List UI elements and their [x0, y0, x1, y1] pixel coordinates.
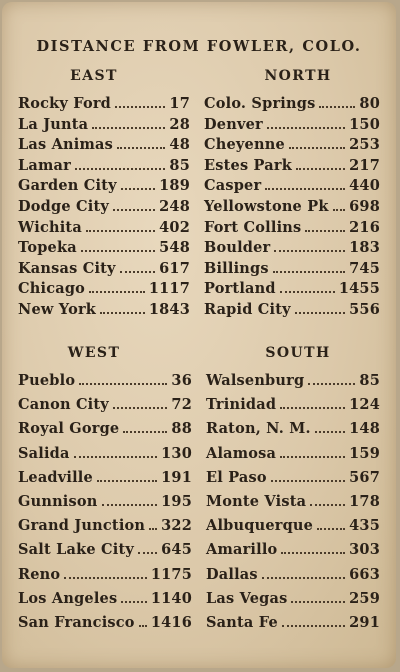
distance-row: [206, 445, 380, 469]
distance-row: [206, 396, 380, 420]
dot-leader: [86, 230, 155, 232]
distance-row: [18, 219, 190, 240]
distance-row: [204, 219, 380, 240]
destination-name: La Junta: [18, 115, 89, 133]
distance-value: 195: [161, 492, 192, 510]
distance-value: 130: [161, 444, 192, 462]
card-title: DISTANCE FROM FOWLER, COLO.: [36, 38, 362, 55]
dot-leader: [113, 407, 167, 409]
destination-name: Leadville: [18, 468, 93, 486]
destination-name: Casper: [204, 177, 262, 195]
dot-leader: [308, 383, 355, 385]
distance-row: [206, 372, 380, 396]
distance-value: 216: [349, 218, 380, 236]
distance-value: 150: [349, 115, 380, 133]
distance-value: 178: [349, 492, 380, 510]
distance-row: [18, 614, 192, 638]
distance-value: 1416: [150, 613, 192, 631]
dot-leader: [81, 250, 155, 252]
dot-leader: [115, 106, 165, 108]
distance-value: 17: [169, 95, 190, 112]
distance-value: 440: [349, 177, 380, 195]
west-list: [18, 372, 192, 638]
distance-value: 663: [349, 565, 380, 583]
dot-leader: [274, 250, 345, 252]
dot-leader: [113, 209, 155, 211]
dot-leader: [289, 147, 345, 149]
distance-row: [18, 590, 192, 614]
distance-value: 1140: [150, 589, 192, 607]
destination-name: Garden City: [18, 177, 117, 195]
distance-row: [204, 239, 380, 260]
distance-row: [18, 301, 190, 322]
destination-name: Salida: [18, 444, 70, 462]
destination-name: Denver: [204, 115, 263, 133]
destination-name: Topeka: [18, 239, 77, 257]
distance-row: [18, 420, 192, 444]
destination-name: Billings: [204, 259, 269, 277]
distance-value: 303: [349, 541, 380, 559]
south-heading: SOUTH: [265, 345, 331, 361]
destination-name: Trinidad: [206, 396, 277, 414]
distance-card: [2, 2, 396, 668]
destination-name: Las Vegas: [206, 589, 288, 607]
dot-leader: [282, 625, 345, 627]
destination-name: Yellowstone Pk: [204, 197, 329, 215]
dot-leader: [305, 230, 345, 232]
distance-value: 745: [349, 259, 380, 277]
distance-value: 1117: [148, 280, 190, 298]
distance-row: [18, 396, 192, 420]
dot-leader: [120, 271, 155, 273]
dot-leader: [100, 312, 145, 314]
distance-value: 556: [349, 300, 380, 318]
destination-name: Amarillo: [206, 541, 278, 559]
dot-leader: [149, 528, 157, 530]
dot-leader: [317, 528, 345, 530]
distance-value: 183: [349, 239, 380, 257]
destination-name: Royal Gorge: [18, 420, 120, 438]
south-list: [206, 372, 380, 638]
distance-value: 189: [159, 177, 190, 195]
distance-row: [206, 541, 380, 565]
dot-leader: [296, 168, 345, 170]
distance-value: 402: [159, 218, 190, 236]
dot-leader: [265, 188, 345, 190]
destination-name: Kansas City: [18, 259, 116, 277]
dot-leader: [291, 601, 345, 603]
destination-name: Lamar: [18, 156, 71, 174]
destination-name: Rocky Ford: [18, 95, 112, 112]
distance-row: [18, 566, 192, 590]
dot-leader: [262, 577, 345, 579]
distance-value: 36: [171, 372, 192, 389]
dot-leader: [138, 552, 157, 554]
distance-value: 259: [349, 589, 380, 607]
distance-row: [18, 239, 190, 260]
dot-leader: [333, 209, 346, 211]
distance-row: [204, 280, 380, 301]
distance-value: 85: [359, 372, 380, 389]
distance-value: 253: [349, 136, 380, 154]
destination-name: Reno: [18, 565, 61, 583]
distance-row: [18, 517, 192, 541]
destination-name: Estes Park: [204, 156, 292, 174]
distance-value: 1175: [150, 565, 192, 583]
dot-leader: [295, 312, 345, 314]
distance-value: 248: [159, 197, 190, 215]
dot-leader: [123, 431, 167, 433]
distance-value: 80: [359, 95, 380, 112]
distance-value: 291: [349, 613, 380, 631]
dot-leader: [89, 291, 145, 293]
west-heading: WEST: [67, 345, 121, 361]
dot-leader: [273, 271, 345, 273]
dot-leader: [97, 480, 157, 482]
destination-name: Alamosa: [206, 444, 277, 462]
dot-leader: [281, 552, 345, 554]
distance-row: [18, 260, 190, 281]
distance-row: [18, 493, 192, 517]
distance-value: 48: [169, 136, 190, 154]
dot-leader: [75, 168, 165, 170]
distance-row: [206, 614, 380, 638]
distance-value: 645: [161, 541, 192, 559]
destination-name: Los Angeles: [18, 589, 118, 607]
distance-value: 1843: [148, 300, 190, 318]
destination-name: El Paso: [206, 468, 267, 486]
dot-leader: [319, 106, 355, 108]
dot-leader: [121, 601, 146, 603]
distance-value: 698: [349, 197, 380, 215]
dot-leader: [79, 383, 167, 385]
distance-row: [204, 177, 380, 198]
destination-name: Santa Fe: [206, 613, 278, 631]
distance-row: [204, 260, 380, 281]
distance-value: 567: [349, 468, 380, 486]
distance-value: 435: [349, 517, 380, 535]
east-heading: EAST: [70, 68, 118, 84]
distance-row: [18, 116, 190, 137]
distance-row: [204, 301, 380, 322]
dot-leader: [271, 480, 345, 482]
distance-row: [18, 469, 192, 493]
destination-name: Dodge City: [18, 197, 109, 215]
distance-row: [206, 517, 380, 541]
destination-name: Albuquerque: [206, 517, 314, 535]
destination-name: Chicago: [18, 280, 86, 298]
east-list: [18, 95, 190, 322]
dot-leader: [267, 127, 345, 129]
distance-value: 322: [161, 517, 193, 535]
dot-leader: [280, 291, 335, 293]
distance-value: 548: [159, 239, 190, 257]
destination-name: Cheyenne: [204, 136, 285, 154]
distance-row: [18, 95, 190, 116]
destination-name: Colo. Springs: [204, 95, 316, 112]
distance-row: [204, 136, 380, 157]
dot-leader: [315, 431, 345, 433]
distance-value: 148: [349, 420, 380, 438]
dot-leader: [280, 407, 345, 409]
distance-value: 191: [161, 468, 192, 486]
distance-row: [18, 177, 190, 198]
destination-name: Boulder: [204, 239, 271, 257]
distance-row: [204, 116, 380, 137]
distance-value: 124: [349, 396, 380, 414]
distance-row: [206, 493, 380, 517]
dot-leader: [117, 147, 165, 149]
destination-name: Monte Vista: [206, 492, 307, 510]
dot-leader: [310, 504, 345, 506]
distance-row: [206, 566, 380, 590]
distance-row: [204, 198, 380, 219]
dot-leader: [64, 577, 147, 579]
dot-leader: [102, 504, 158, 506]
distance-row: [18, 541, 192, 565]
destination-name: Raton, N. M.: [206, 420, 311, 438]
destination-name: Salt Lake City: [18, 541, 135, 559]
destination-name: Las Animas: [18, 136, 114, 154]
distance-value: 88: [171, 420, 192, 438]
dot-leader: [92, 127, 165, 129]
destination-name: Pueblo: [18, 372, 76, 389]
distance-row: [18, 157, 190, 178]
destination-name: New York: [18, 300, 97, 318]
dot-leader: [139, 625, 147, 627]
destination-name: Grand Junction: [18, 517, 146, 535]
distance-value: 85: [169, 156, 190, 174]
distance-row: [206, 469, 380, 493]
destination-name: San Francisco: [18, 613, 135, 631]
distance-row: [18, 136, 190, 157]
distance-row: [204, 157, 380, 178]
distance-value: 1455: [338, 280, 380, 298]
distance-row: [18, 280, 190, 301]
dot-leader: [280, 456, 345, 458]
destination-name: Wichita: [18, 218, 82, 236]
dot-leader: [74, 456, 158, 458]
north-heading: NORTH: [264, 68, 332, 84]
distance-row: [18, 198, 190, 219]
distance-value: 28: [169, 115, 190, 133]
destination-name: Portland: [204, 280, 276, 298]
north-list: [204, 95, 380, 322]
distance-row: [204, 95, 380, 116]
destination-name: Rapid City: [204, 300, 291, 318]
destination-name: Dallas: [206, 565, 258, 583]
destination-name: Gunnison: [18, 492, 98, 510]
distance-row: [18, 445, 192, 469]
destination-name: Fort Collins: [204, 218, 302, 236]
distance-value: 159: [349, 444, 380, 462]
distance-row: [206, 590, 380, 614]
destination-name: Canon City: [18, 396, 109, 414]
distance-row: [206, 420, 380, 444]
distance-value: 72: [171, 396, 192, 414]
distance-row: [18, 372, 192, 396]
dot-leader: [121, 188, 155, 190]
distance-value: 617: [159, 259, 190, 277]
destination-name: Walsenburg: [206, 372, 305, 389]
distance-value: 217: [349, 156, 380, 174]
